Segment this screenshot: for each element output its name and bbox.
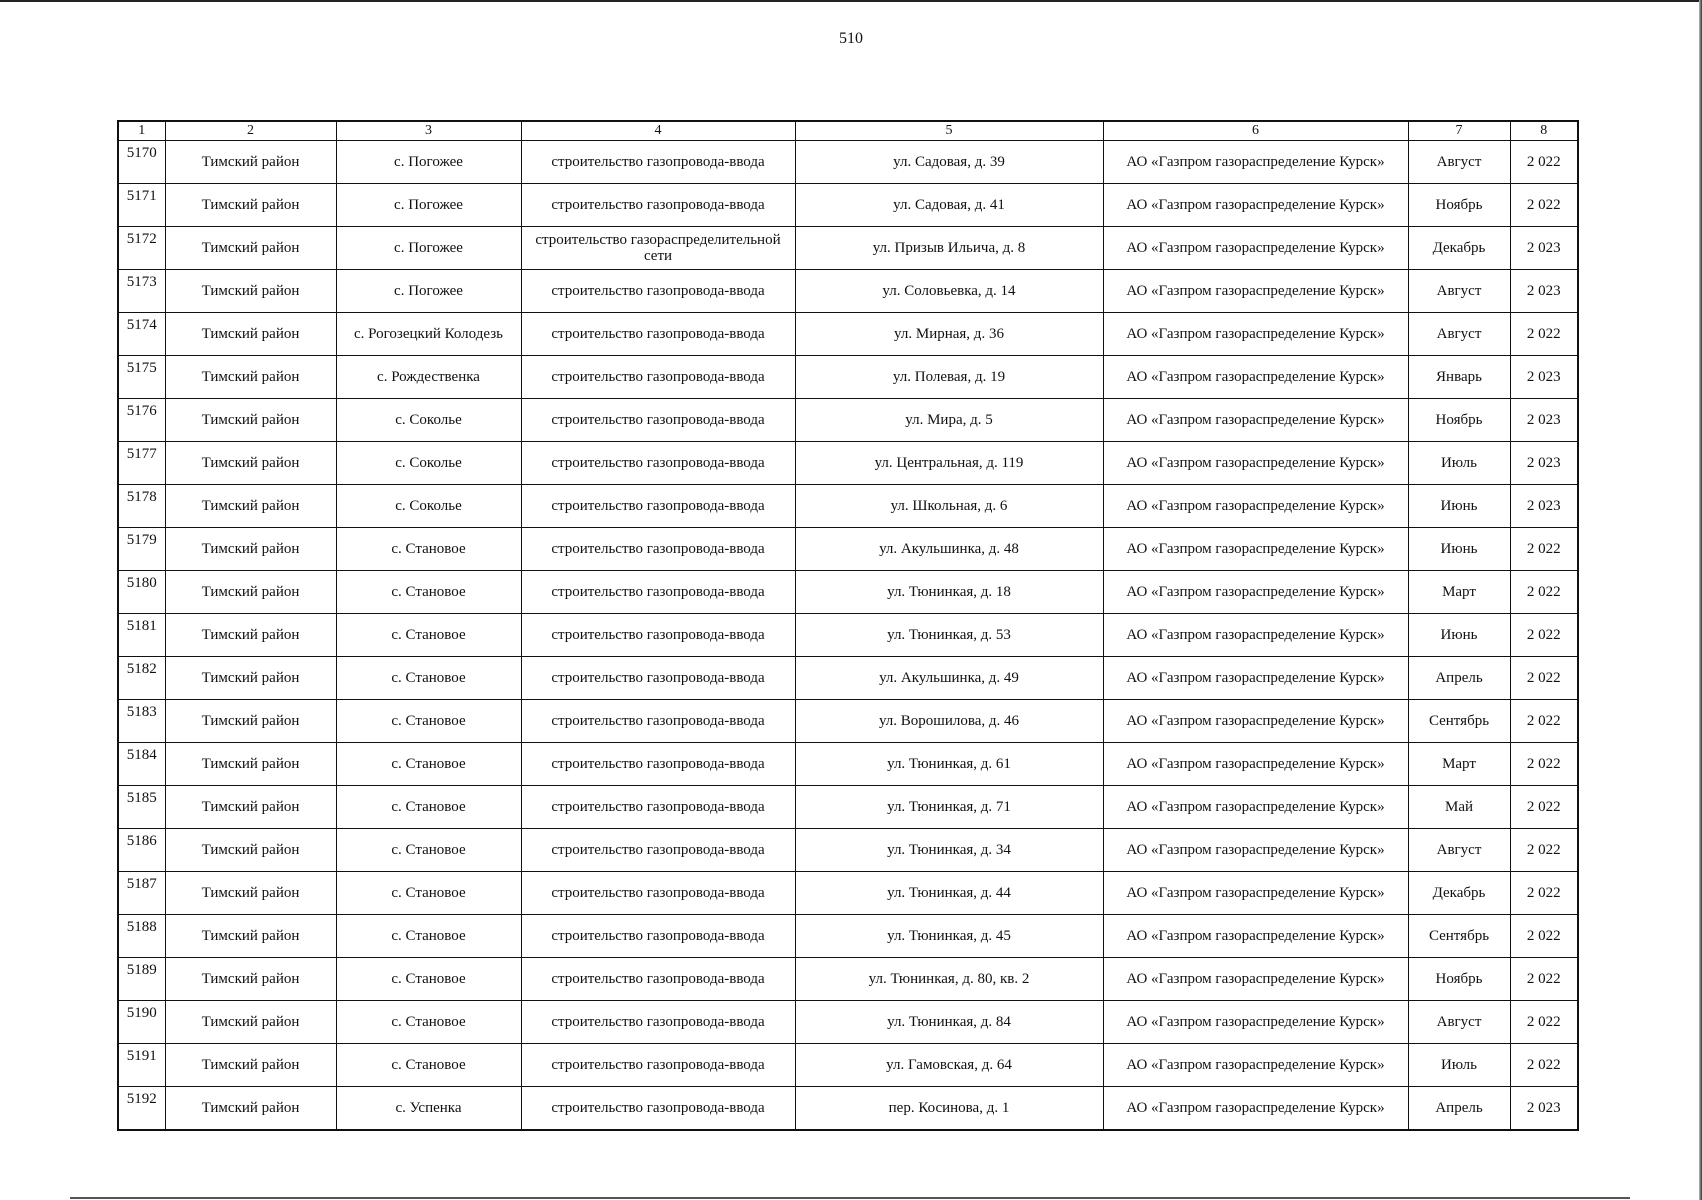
cell-address: ул. Тюнинкая, д. 84 (795, 1001, 1103, 1044)
cell-month: Март (1408, 743, 1510, 786)
cell-district: Тимский район (165, 872, 336, 915)
cell-row-number: 5192 (118, 1087, 165, 1131)
table-row (118, 141, 1578, 184)
cell-address: ул. Мира, д. 5 (795, 399, 1103, 442)
cell-organization: АО «Газпром газораспределение Курск» (1103, 614, 1408, 657)
cell-row-number: 5188 (118, 915, 165, 958)
cell-year: 2 022 (1510, 614, 1578, 657)
cell-year: 2 023 (1510, 270, 1578, 313)
cell-row-number: 5174 (118, 313, 165, 356)
table-row (118, 958, 1578, 1001)
cell-district: Тимский район (165, 614, 336, 657)
cell-address: ул. Школьная, д. 6 (795, 485, 1103, 528)
cell-month: Июнь (1408, 485, 1510, 528)
cell-address: пер. Косинова, д. 1 (795, 1087, 1103, 1131)
cell-organization: АО «Газпром газораспределение Курск» (1103, 1087, 1408, 1131)
cell-row-number: 5177 (118, 442, 165, 485)
cell-settlement: с. Становое (336, 915, 521, 958)
cell-address: ул. Тюнинкая, д. 80, кв. 2 (795, 958, 1103, 1001)
cell-work-type: строительство газопровода-ввода (521, 829, 795, 872)
cell-month: Май (1408, 786, 1510, 829)
cell-address: ул. Тюнинкая, д. 71 (795, 786, 1103, 829)
cell-organization: АО «Газпром газораспределение Курск» (1103, 872, 1408, 915)
cell-settlement: с. Становое (336, 614, 521, 657)
cell-address: ул. Акульшинка, д. 49 (795, 657, 1103, 700)
cell-address: ул. Ворошилова, д. 46 (795, 700, 1103, 743)
cell-work-type: строительство газопровода-ввода (521, 700, 795, 743)
cell-year: 2 022 (1510, 571, 1578, 614)
table-row (118, 1087, 1578, 1131)
table-row (118, 700, 1578, 743)
cell-address: ул. Садовая, д. 41 (795, 184, 1103, 227)
cell-work-type: строительство газопровода-ввода (521, 356, 795, 399)
table-row (118, 184, 1578, 227)
cell-address: ул. Призыв Ильича, д. 8 (795, 227, 1103, 270)
cell-year: 2 022 (1510, 872, 1578, 915)
cell-row-number: 5191 (118, 1044, 165, 1087)
cell-year: 2 022 (1510, 915, 1578, 958)
column-header-2: 2 (165, 121, 336, 141)
cell-district: Тимский район (165, 528, 336, 571)
cell-organization: АО «Газпром газораспределение Курск» (1103, 1001, 1408, 1044)
cell-work-type: строительство газопровода-ввода (521, 1044, 795, 1087)
cell-district: Тимский район (165, 442, 336, 485)
cell-month: Август (1408, 270, 1510, 313)
cell-address: ул. Садовая, д. 39 (795, 141, 1103, 184)
cell-settlement: с. Становое (336, 571, 521, 614)
cell-row-number: 5170 (118, 141, 165, 184)
cell-month: Июнь (1408, 528, 1510, 571)
cell-work-type: строительство газопровода-ввода (521, 442, 795, 485)
cell-settlement: с. Погожее (336, 270, 521, 313)
cell-year: 2 022 (1510, 141, 1578, 184)
cell-organization: АО «Газпром газораспределение Курск» (1103, 786, 1408, 829)
cell-district: Тимский район (165, 399, 336, 442)
cell-settlement: с. Становое (336, 786, 521, 829)
cell-work-type: строительство газопровода-ввода (521, 743, 795, 786)
cell-settlement: с. Становое (336, 829, 521, 872)
cell-district: Тимский район (165, 958, 336, 1001)
column-header-1: 1 (118, 121, 165, 141)
cell-settlement: с. Рогозецкий Колодезь (336, 313, 521, 356)
cell-work-type: строительство газопровода-ввода (521, 657, 795, 700)
table-row (118, 227, 1578, 270)
cell-month: Июль (1408, 442, 1510, 485)
cell-row-number: 5184 (118, 743, 165, 786)
cell-work-type: строительство газопровода-ввода (521, 614, 795, 657)
cell-work-type: строительство газопровода-ввода (521, 528, 795, 571)
cell-settlement: с. Становое (336, 528, 521, 571)
table-row (118, 915, 1578, 958)
cell-year: 2 023 (1510, 485, 1578, 528)
cell-month: Ноябрь (1408, 184, 1510, 227)
cell-district: Тимский район (165, 829, 336, 872)
column-header-5: 5 (795, 121, 1103, 141)
table-row (118, 829, 1578, 872)
cell-district: Тимский район (165, 1087, 336, 1131)
cell-address: ул. Гамовская, д. 64 (795, 1044, 1103, 1087)
cell-month: Август (1408, 829, 1510, 872)
cell-address: ул. Соловьевка, д. 14 (795, 270, 1103, 313)
cell-district: Тимский район (165, 313, 336, 356)
data-table (117, 120, 1579, 1131)
cell-year: 2 022 (1510, 700, 1578, 743)
cell-year: 2 022 (1510, 528, 1578, 571)
cell-district: Тимский район (165, 915, 336, 958)
cell-organization: АО «Газпром газораспределение Курск» (1103, 915, 1408, 958)
cell-month: Август (1408, 141, 1510, 184)
table-header-row (118, 121, 1578, 141)
cell-work-type: строительство газораспределительной сети (521, 227, 795, 270)
cell-settlement: с. Соколье (336, 399, 521, 442)
cell-work-type: строительство газопровода-ввода (521, 1001, 795, 1044)
cell-settlement: с. Погожее (336, 184, 521, 227)
cell-month: Январь (1408, 356, 1510, 399)
cell-settlement: с. Становое (336, 872, 521, 915)
table-row (118, 786, 1578, 829)
column-header-4: 4 (521, 121, 795, 141)
cell-month: Апрель (1408, 1087, 1510, 1131)
cell-year: 2 023 (1510, 399, 1578, 442)
page-number: 510 (839, 30, 863, 47)
cell-row-number: 5190 (118, 1001, 165, 1044)
cell-year: 2 022 (1510, 743, 1578, 786)
cell-organization: АО «Газпром газораспределение Курск» (1103, 829, 1408, 872)
cell-month: Апрель (1408, 657, 1510, 700)
cell-district: Тимский район (165, 700, 336, 743)
cell-settlement: с. Погожее (336, 227, 521, 270)
table-row (118, 614, 1578, 657)
cell-settlement: с. Погожее (336, 141, 521, 184)
scan-edge-bottom (70, 1197, 1630, 1199)
cell-row-number: 5182 (118, 657, 165, 700)
cell-address: ул. Тюнинкая, д. 44 (795, 872, 1103, 915)
cell-year: 2 023 (1510, 356, 1578, 399)
table-row (118, 399, 1578, 442)
cell-settlement: с. Становое (336, 958, 521, 1001)
cell-address: ул. Тюнинкая, д. 53 (795, 614, 1103, 657)
cell-district: Тимский район (165, 786, 336, 829)
cell-row-number: 5179 (118, 528, 165, 571)
cell-row-number: 5187 (118, 872, 165, 915)
cell-address: ул. Тюнинкая, д. 18 (795, 571, 1103, 614)
cell-organization: АО «Газпром газораспределение Курск» (1103, 1044, 1408, 1087)
cell-row-number: 5189 (118, 958, 165, 1001)
cell-organization: АО «Газпром газораспределение Курск» (1103, 442, 1408, 485)
cell-month: Ноябрь (1408, 399, 1510, 442)
cell-row-number: 5186 (118, 829, 165, 872)
cell-organization: АО «Газпром газораспределение Курск» (1103, 657, 1408, 700)
cell-year: 2 022 (1510, 786, 1578, 829)
cell-organization: АО «Газпром газораспределение Курск» (1103, 399, 1408, 442)
cell-month: Март (1408, 571, 1510, 614)
table-row (118, 313, 1578, 356)
cell-organization: АО «Газпром газораспределение Курск» (1103, 270, 1408, 313)
cell-settlement: с. Соколье (336, 442, 521, 485)
cell-row-number: 5171 (118, 184, 165, 227)
cell-work-type: строительство газопровода-ввода (521, 399, 795, 442)
table-row (118, 743, 1578, 786)
table-row (118, 571, 1578, 614)
cell-year: 2 022 (1510, 657, 1578, 700)
cell-work-type: строительство газопровода-ввода (521, 786, 795, 829)
cell-settlement: с. Соколье (336, 485, 521, 528)
cell-row-number: 5181 (118, 614, 165, 657)
table-row (118, 442, 1578, 485)
cell-work-type: строительство газопровода-ввода (521, 1087, 795, 1131)
cell-year: 2 023 (1510, 442, 1578, 485)
cell-settlement: с. Рождественка (336, 356, 521, 399)
cell-work-type: строительство газопровода-ввода (521, 141, 795, 184)
cell-address: ул. Тюнинкая, д. 61 (795, 743, 1103, 786)
cell-row-number: 5172 (118, 227, 165, 270)
cell-row-number: 5175 (118, 356, 165, 399)
cell-organization: АО «Газпром газораспределение Курск» (1103, 743, 1408, 786)
cell-address: ул. Центральная, д. 119 (795, 442, 1103, 485)
table-row (118, 270, 1578, 313)
cell-district: Тимский район (165, 270, 336, 313)
cell-row-number: 5185 (118, 786, 165, 829)
cell-month: Ноябрь (1408, 958, 1510, 1001)
cell-month: Июль (1408, 1044, 1510, 1087)
cell-organization: АО «Газпром газораспределение Курск» (1103, 958, 1408, 1001)
cell-district: Тимский район (165, 227, 336, 270)
cell-organization: АО «Газпром газораспределение Курск» (1103, 184, 1408, 227)
cell-district: Тимский район (165, 1001, 336, 1044)
cell-district: Тимский район (165, 356, 336, 399)
cell-work-type: строительство газопровода-ввода (521, 184, 795, 227)
cell-settlement: с. Становое (336, 657, 521, 700)
cell-row-number: 5183 (118, 700, 165, 743)
cell-row-number: 5180 (118, 571, 165, 614)
cell-address: ул. Полевая, д. 19 (795, 356, 1103, 399)
cell-month: Июнь (1408, 614, 1510, 657)
cell-organization: АО «Газпром газораспределение Курск» (1103, 571, 1408, 614)
cell-district: Тимский район (165, 743, 336, 786)
cell-year: 2 022 (1510, 958, 1578, 1001)
table-row (118, 356, 1578, 399)
cell-row-number: 5178 (118, 485, 165, 528)
table-row (118, 872, 1578, 915)
column-header-3: 3 (336, 121, 521, 141)
table-row (118, 485, 1578, 528)
cell-district: Тимский район (165, 184, 336, 227)
cell-work-type: строительство газопровода-ввода (521, 270, 795, 313)
cell-organization: АО «Газпром газораспределение Курск» (1103, 700, 1408, 743)
cell-year: 2 022 (1510, 829, 1578, 872)
cell-settlement: с. Становое (336, 700, 521, 743)
column-header-7: 7 (1408, 121, 1510, 141)
cell-organization: АО «Газпром газораспределение Курск» (1103, 313, 1408, 356)
cell-organization: АО «Газпром газораспределение Курск» (1103, 227, 1408, 270)
cell-settlement: с. Становое (336, 1001, 521, 1044)
cell-year: 2 022 (1510, 1001, 1578, 1044)
cell-row-number: 5176 (118, 399, 165, 442)
cell-organization: АО «Газпром газораспределение Курск» (1103, 141, 1408, 184)
cell-work-type: строительство газопровода-ввода (521, 872, 795, 915)
table-body (118, 141, 1578, 1131)
cell-work-type: строительство газопровода-ввода (521, 958, 795, 1001)
column-header-8: 8 (1510, 121, 1578, 141)
cell-work-type: строительство газопровода-ввода (521, 485, 795, 528)
cell-district: Тимский район (165, 1044, 336, 1087)
table-row (118, 1044, 1578, 1087)
scan-edge-top (0, 0, 1702, 2)
cell-district: Тимский район (165, 571, 336, 614)
cell-district: Тимский район (165, 485, 336, 528)
cell-work-type: строительство газопровода-ввода (521, 915, 795, 958)
cell-district: Тимский район (165, 657, 336, 700)
cell-work-type: строительство газопровода-ввода (521, 571, 795, 614)
cell-year: 2 022 (1510, 1044, 1578, 1087)
table-row (118, 528, 1578, 571)
cell-district: Тимский район (165, 141, 336, 184)
cell-year: 2 022 (1510, 313, 1578, 356)
cell-settlement: с. Успенка (336, 1087, 521, 1131)
cell-settlement: с. Становое (336, 743, 521, 786)
cell-settlement: с. Становое (336, 1044, 521, 1087)
cell-month: Сентябрь (1408, 700, 1510, 743)
cell-month: Декабрь (1408, 227, 1510, 270)
cell-organization: АО «Газпром газораспределение Курск» (1103, 528, 1408, 571)
column-header-6: 6 (1103, 121, 1408, 141)
cell-address: ул. Тюнинкая, д. 34 (795, 829, 1103, 872)
cell-address: ул. Тюнинкая, д. 45 (795, 915, 1103, 958)
table-row (118, 1001, 1578, 1044)
cell-year: 2 022 (1510, 184, 1578, 227)
cell-month: Август (1408, 313, 1510, 356)
cell-address: ул. Мирная, д. 36 (795, 313, 1103, 356)
cell-work-type: строительство газопровода-ввода (521, 313, 795, 356)
cell-organization: АО «Газпром газораспределение Курск» (1103, 485, 1408, 528)
cell-year: 2 023 (1510, 227, 1578, 270)
cell-month: Сентябрь (1408, 915, 1510, 958)
table-row (118, 657, 1578, 700)
cell-month: Декабрь (1408, 872, 1510, 915)
cell-year: 2 023 (1510, 1087, 1578, 1131)
cell-row-number: 5173 (118, 270, 165, 313)
cell-address: ул. Акульшинка, д. 48 (795, 528, 1103, 571)
cell-organization: АО «Газпром газораспределение Курск» (1103, 356, 1408, 399)
cell-month: Август (1408, 1001, 1510, 1044)
